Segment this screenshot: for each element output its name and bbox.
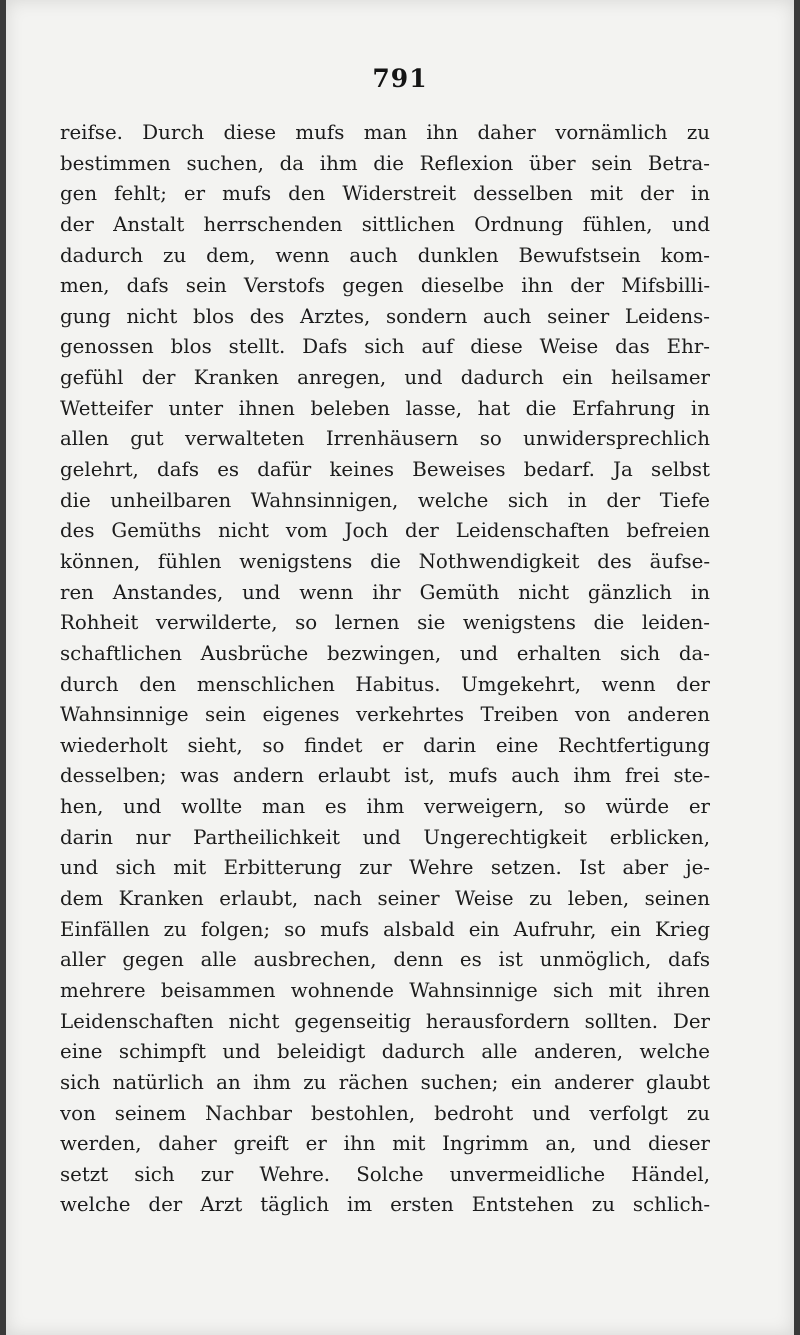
text-line: ren Anstandes, und wenn ihr Gemüth nicht gänzlich in [60,580,710,604]
text-line: der Anstalt herrschenden sittlichen Ordnung fühlen, und [60,212,710,236]
text-line: durch den menschlichen Habitus. Umgekehrt, wenn der [60,672,710,696]
text-line: darin nur Partheilichkeit und Ungerechtigkeit erblicken, [60,825,710,849]
text-line: setzt sich zur Wehre. Solche unvermeidliche Händel, [60,1162,710,1186]
text-line: genossen blos stellt. Dafs sich auf diese Weise das Ehr- [60,335,710,359]
text-line: welche der Arzt täglich im ersten Entstehen zu schlich- [60,1193,710,1217]
text-line: reifse. Durch diese mufs man ihn daher vornämlich zu [60,121,710,144]
text-line: mehrere beisammen wohnende Wahnsinnige sich mit ihren [60,978,710,1002]
text-line: und sich mit Erbitterung zur Wehre setzen. Ist aber je- [60,856,710,880]
text-line: aller gegen alle ausbrechen, denn es ist unmöglich, dafs [60,948,710,972]
text-line: gelehrt, dafs es dafür keines Beweises bedarf. Ja selbst [60,458,710,482]
text-line: eine schimpft und beleidigt dadurch alle anderen, welche [60,1040,710,1064]
text-line: gefühl der Kranken anregen, und dadurch ein heilsamer [60,366,710,390]
body-text [60,118,710,1221]
text-line: allen gut verwalteten Irrenhäusern so unwidersprechlich [60,427,710,451]
book-page [6,0,794,1335]
text-line: Einfällen zu folgen; so mufs alsbald ein Aufruhr, ein Krieg [60,917,710,941]
text-line: gen fehlt; er mufs den Widerstreit desselben mit der in [60,182,710,206]
text-line: hen, und wollte man es ihm verweigern, so würde er [60,795,710,819]
text-line: dem Kranken erlaubt, nach seiner Weise zu leben, seinen [60,887,710,911]
text-line: des Gemüths nicht vom Joch der Leidenschaften befreien [60,519,710,543]
text-line: wiederholt sieht, so findet er darin eine Rechtfertigung [60,733,710,757]
text-line: sich natürlich an ihm zu rächen suchen; ein anderer glaubt [60,1070,710,1094]
page-number: 791 [372,64,428,93]
text-line: gung nicht blos des Arztes, sondern auch seiner Leidens- [60,304,710,328]
text-line: die unheilbaren Wahnsinnigen, welche sich in der Tiefe [60,488,710,512]
text-line: Wetteifer unter ihnen beleben lasse, hat die Erfahrung in [60,396,710,420]
text-line: können, fühlen wenigstens die Nothwendigkeit des äufse- [60,549,710,573]
text-line: schaftlichen Ausbrüche bezwingen, und erhalten sich da- [60,641,710,665]
text-line: Wahnsinnige sein eigenes verkehrtes Treiben von anderen [60,703,710,727]
text-line: bestimmen suchen, da ihm die Reflexion über sein Betra- [60,151,710,175]
text-line: desselben; was andern erlaubt ist, mufs auch ihm frei ste- [60,764,710,788]
text-line: werden, daher greift er ihn mit Ingrimm an, und dieser [60,1132,710,1156]
text-line: dadurch zu dem, wenn auch dunklen Bewufstsein kom- [60,243,710,267]
text-line: Rohheit verwilderte, so lernen sie wenigstens die leiden- [60,611,710,635]
text-line: men, dafs sein Verstofs gegen dieselbe ihn der Mifsbilli- [60,274,710,298]
text-line: Leidenschaften nicht gegenseitig herausfordern sollten. Der [60,1009,710,1033]
text-line: von seinem Nachbar bestohlen, bedroht und verfolgt zu [60,1101,710,1125]
